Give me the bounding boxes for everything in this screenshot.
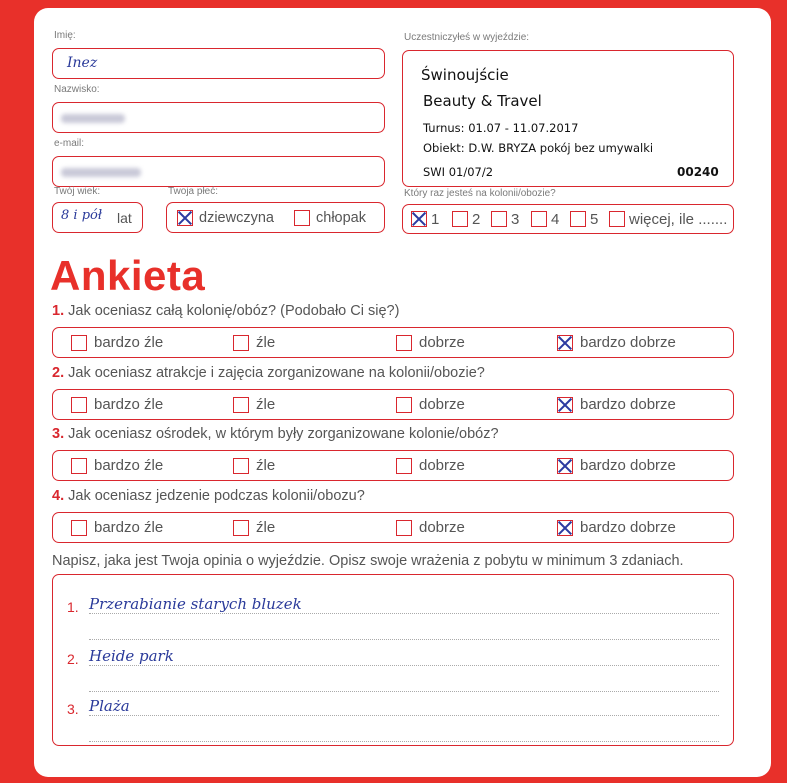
question-number: 2. [52,365,65,381]
opinion-prompt: Napisz, jaka jest Twoja opinia o wyjeździe. Opisz swoje wrażenia z pobytu w minimum 3 zdaniach. [52,553,684,569]
email-redacted [61,168,141,177]
which-time-label: Który raz jesteś na kolonii/obozie? [404,188,556,199]
opinion-box[interactable] [52,574,734,746]
answer-option[interactable] [396,328,465,357]
question-4-answers[interactable] [52,512,734,543]
answer-checkbox[interactable] [396,397,412,413]
which-time-option-label: 1 [431,210,440,228]
answer-option[interactable] [396,513,465,542]
which-time-field[interactable] [402,204,734,234]
which-time-checkbox[interactable] [491,211,507,227]
trip-label: Uczestniczyłeś w wyjeździe: [404,32,530,43]
answer-checkbox[interactable] [557,520,573,536]
answer-option[interactable] [233,451,275,480]
which-time-option-6[interactable] [609,205,727,233]
answer-option[interactable] [233,513,275,542]
answer-label: dobrze [419,457,465,474]
answer-label: dobrze [419,334,465,351]
answer-checkbox[interactable] [233,520,249,536]
answer-checkbox[interactable] [233,458,249,474]
answer-label: źle [256,519,276,536]
email-label: e-mail: [54,138,85,149]
wiek-value: 8 i pół [61,208,103,223]
answer-label: źle [256,457,276,474]
answer-option[interactable] [557,390,676,419]
which-time-checkbox[interactable] [411,211,427,227]
trip-company: Beauty & Travel [423,92,542,110]
question-3-text [52,426,499,442]
question-4-text [52,488,365,504]
which-time-option-5[interactable] [570,205,598,233]
which-time-checkbox[interactable] [452,211,468,227]
answer-checkbox[interactable] [71,335,87,351]
answer-option[interactable] [557,328,676,357]
answer-checkbox[interactable] [557,335,573,351]
imie-value: Inez [67,55,98,71]
answer-label: źle [256,396,276,413]
which-time-option-2[interactable] [452,205,480,233]
answer-checkbox[interactable] [557,458,573,474]
page-title: Ankieta [50,252,206,299]
survey-sheet [34,8,771,777]
question-label: Jak oceniasz całą kolonię/obóz? (Podobało Ci się?) [68,303,400,319]
writing-line [89,715,719,716]
which-time-checkbox[interactable] [609,211,625,227]
writing-line [89,639,719,640]
writing-line [89,613,719,614]
answer-label: bardzo źle [94,519,164,536]
which-time-checkbox[interactable] [570,211,586,227]
checkbox-dziewczyna[interactable] [177,210,193,226]
question-3-answers[interactable] [52,450,734,481]
question-label: Jak oceniasz ośrodek, w którym były zorganizowane kolonie/obóz? [68,426,499,442]
opinion-line-text: Przerabianie starych bluzek [89,595,302,613]
opinion-line-text: Heide park [89,647,174,665]
which-time-option-4[interactable] [531,205,559,233]
answer-checkbox[interactable] [71,397,87,413]
plec-option-chlopak[interactable]: chłopak [294,210,366,226]
writing-line [89,665,719,666]
which-time-option-label: 2 [472,210,481,228]
trip-code: SWI 01/07/2 [423,165,494,179]
question-1-text [52,303,399,319]
answer-checkbox[interactable] [71,458,87,474]
answer-option[interactable] [71,328,163,357]
answer-label: bardzo źle [94,396,164,413]
answer-option[interactable] [71,390,163,419]
wiek-unit: lat [117,210,132,226]
wiek-field[interactable] [52,202,143,233]
which-time-option-label: więcej, ile ....... [629,210,728,228]
question-label: Jak oceniasz jedzenie podczas kolonii/obozu? [68,488,365,504]
which-time-option-label: 3 [511,210,520,228]
answer-label: bardzo dobrze [580,457,676,474]
which-time-checkbox[interactable] [531,211,547,227]
imie-label: Imię: [54,30,76,41]
answer-option[interactable] [557,451,676,480]
answer-option[interactable] [71,513,163,542]
wiek-label: Twój wiek: [54,186,101,197]
trip-turnus: Turnus: 01.07 - 11.07.2017 [423,121,579,135]
answer-checkbox[interactable] [233,397,249,413]
answer-checkbox[interactable] [396,520,412,536]
answer-label: bardzo źle [94,457,164,474]
answer-option[interactable] [557,513,676,542]
question-number: 3. [52,426,65,442]
answer-label: źle [256,334,276,351]
which-time-option-label: 5 [590,210,599,228]
trip-number: 00240 [677,165,719,179]
imie-field[interactable] [52,48,385,79]
which-time-option-3[interactable] [491,205,519,233]
writing-line [89,741,719,742]
answer-option[interactable] [233,328,275,357]
opinion-line-number: 2. [67,651,79,667]
answer-label: bardzo źle [94,334,164,351]
answer-label: dobrze [419,396,465,413]
nazwisko-redacted [61,114,125,123]
nazwisko-label: Nazwisko: [54,84,100,95]
opinion-line-number: 1. [67,599,79,615]
answer-checkbox[interactable] [71,520,87,536]
answer-option[interactable] [396,390,465,419]
question-number: 4. [52,488,65,504]
trip-obiekt: Obiekt: D.W. BRYZA pokój bez umywalki [423,141,654,155]
opinion-line-number: 3. [67,701,79,717]
which-time-option-label: 4 [551,210,560,228]
question-label: Jak oceniasz atrakcje i zajęcia zorganizowane na kolonii/obozie? [68,365,485,381]
trip-city: Świnoujście [421,66,509,84]
question-2-answers[interactable] [52,389,734,420]
question-1-answers[interactable] [52,327,734,358]
plec-option-dziewczyna[interactable]: dziewczyna [177,210,274,226]
answer-label: bardzo dobrze [580,519,676,536]
answer-option[interactable] [396,451,465,480]
nazwisko-field[interactable] [52,102,385,133]
email-field[interactable] [52,156,385,187]
answer-option[interactable] [233,390,275,419]
writing-line [89,691,719,692]
answer-label: dobrze [419,519,465,536]
opinion-line-text: Plaża [89,697,130,715]
answer-option[interactable] [71,451,163,480]
answer-checkbox[interactable] [233,335,249,351]
answer-checkbox[interactable] [557,397,573,413]
question-number: 1. [52,303,65,319]
answer-checkbox[interactable] [396,335,412,351]
checkbox-chlopak[interactable] [294,210,310,226]
which-time-option-1[interactable] [411,205,439,233]
trip-box [402,50,734,187]
plec-field[interactable] [166,202,385,233]
answer-checkbox[interactable] [396,458,412,474]
question-2-text [52,365,485,381]
answer-label: bardzo dobrze [580,396,676,413]
answer-label: bardzo dobrze [580,334,676,351]
plec-label: Twoja płeć: [168,186,219,197]
